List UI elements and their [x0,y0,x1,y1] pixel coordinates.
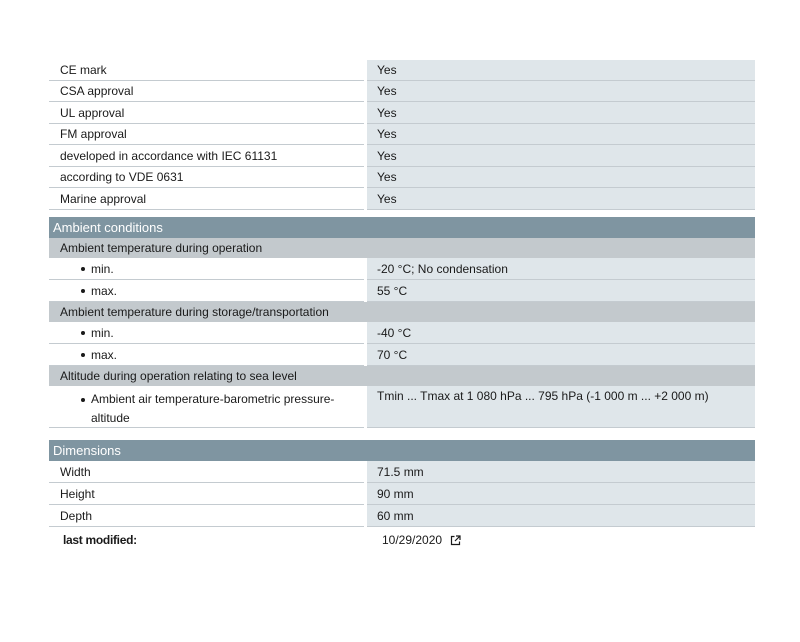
row-label [49,322,364,344]
altitude-row [49,386,755,428]
bullet-text: max. [91,283,118,298]
section-header-dimensions: Dimensions [49,438,755,461]
operation-max-row [49,280,755,302]
bullet-icon [81,353,85,357]
height-row [49,483,755,505]
spacer [49,428,755,438]
bullet-icon [81,267,85,271]
depth-row [49,505,755,527]
row-value: -40 °C [367,322,755,344]
row-value: Yes [367,145,755,167]
width-row [49,461,755,483]
bullet-text: max. [91,347,118,362]
row-value: Yes [367,167,755,188]
row-label: CSA approval [49,81,364,102]
row-value: 60 mm [367,505,755,527]
bullet-text: min. [91,325,114,340]
row-label: Depth [49,505,364,527]
row-value: Yes [367,60,755,81]
row-value: Yes [367,124,755,145]
row-value: 90 mm [367,483,755,505]
row-value: -20 °C; No condensation [367,258,755,280]
last-modified-label: last modified: [63,533,137,547]
approval-row-iec [49,145,755,167]
operation-min-row [49,258,755,280]
approval-row-vde [49,167,755,188]
approval-row-fm [49,124,755,145]
row-value: 70 °C [367,344,755,366]
row-value: Yes [367,81,755,102]
approval-row-ul [49,102,755,124]
row-value: Yes [367,188,755,210]
subheader-altitude: Altitude during operation relating to sea level [49,366,755,386]
row-value: 71.5 mm [367,461,755,483]
section-header-ambient: Ambient conditions [49,215,755,238]
bullet-icon [81,398,85,402]
row-label [49,344,364,366]
row-label: FM approval [49,124,364,145]
row-label [49,280,364,302]
bullet-text: Ambient air temperature-barometric pressure-altitude [91,392,335,425]
last-modified-row [49,527,755,553]
row-label: Width [49,461,364,483]
row-value: Yes [367,102,755,124]
subheader-storage-temp: Ambient temperature during storage/transportation [49,302,755,322]
row-value: 55 °C [367,280,755,302]
last-modified-value [382,533,461,547]
row-label: CE mark [49,60,364,81]
approval-row-marine [49,188,755,210]
external-link-icon[interactable] [450,535,461,546]
row-value: Tmin ... Tmax at 1 080 hPa ... 795 hPa (-1 000 m ... +2 000 m) [367,386,755,428]
subheader-operation-temp: Ambient temperature during operation [49,238,755,258]
row-label: according to VDE 0631 [49,167,364,188]
last-modified-date: 10/29/2020 [382,533,443,547]
storage-max-row [49,344,755,366]
storage-min-row [49,322,755,344]
row-label: UL approval [49,102,364,124]
bullet-icon [81,331,85,335]
row-label [49,258,364,280]
row-label [49,386,364,428]
bullet-text: min. [91,261,114,276]
bullet-icon [81,289,85,293]
datasheet [49,60,755,553]
approval-row-csa [49,81,755,102]
row-label: Height [49,483,364,505]
row-label: Marine approval [49,188,364,210]
row-label: developed in accordance with IEC 61131 [49,145,364,167]
approval-row-ce [49,60,755,81]
